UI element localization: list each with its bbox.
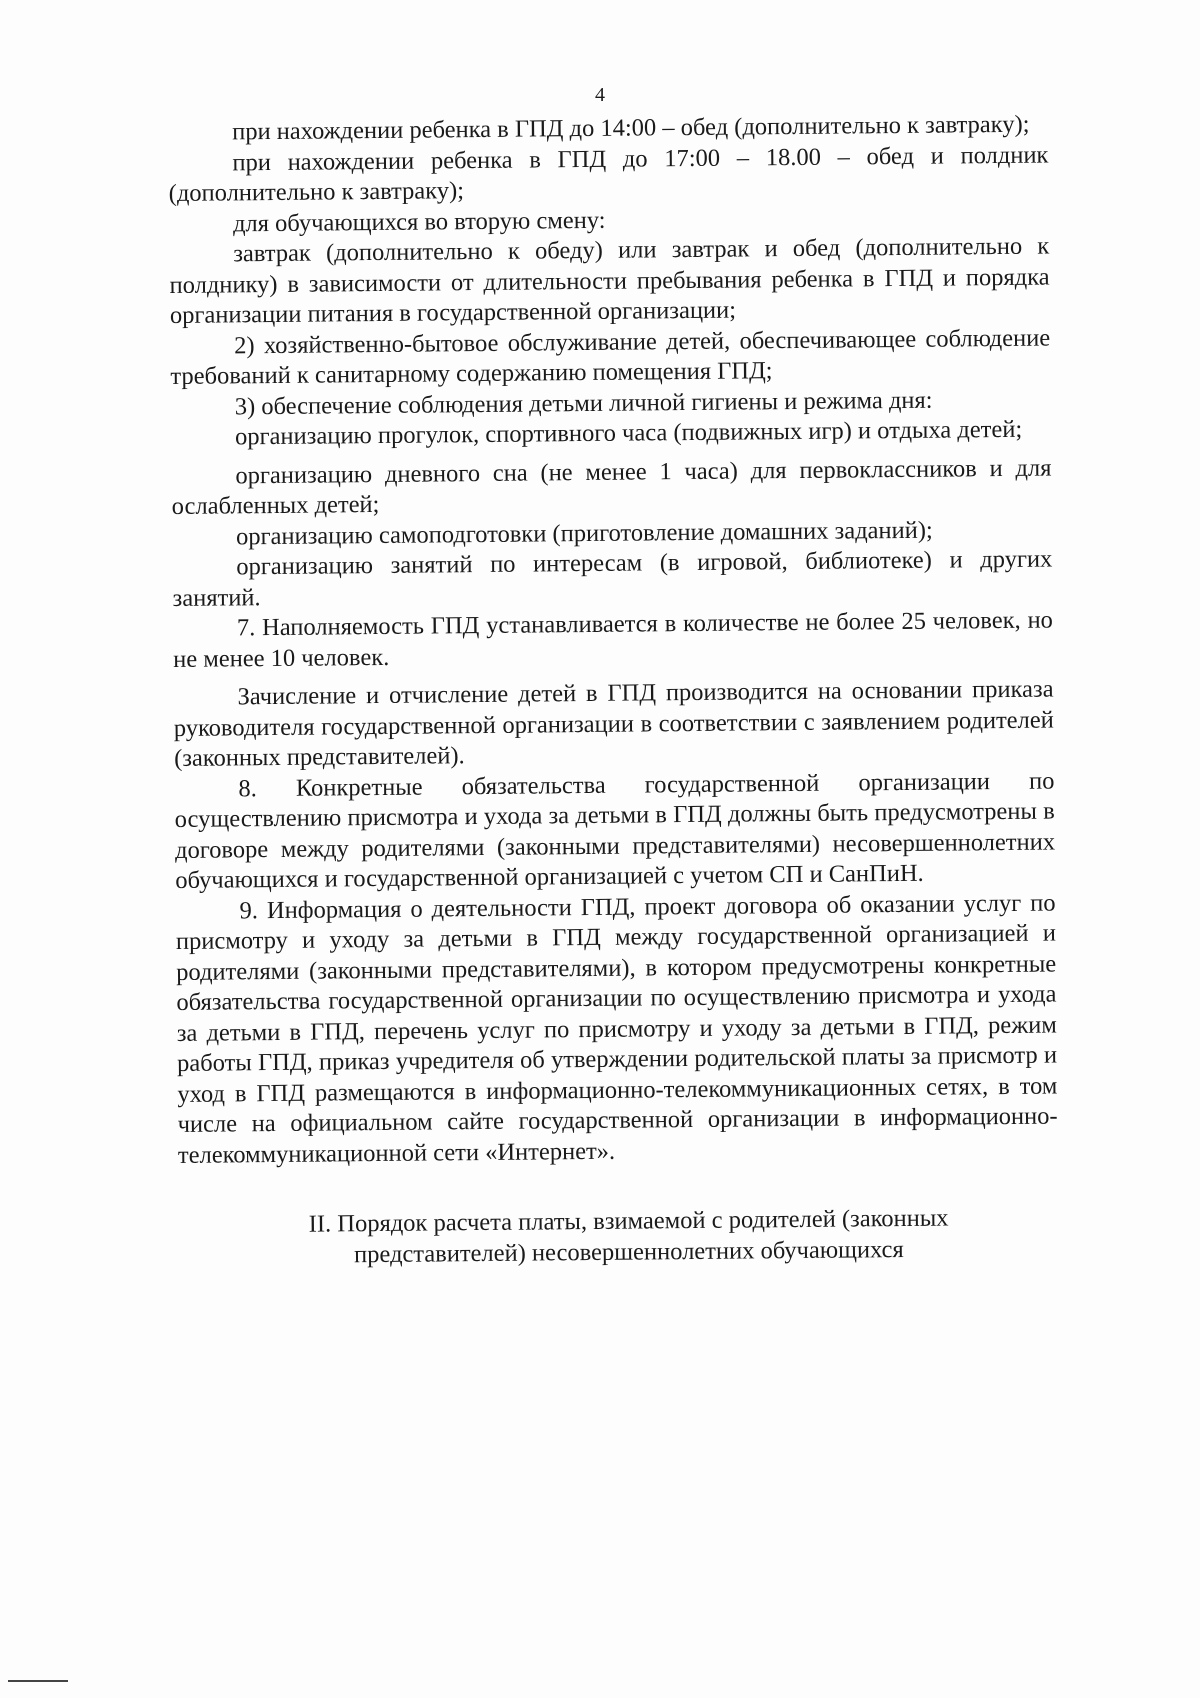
paragraph-item-8-obligations: 8. Конкретные обязательства государственной организации по осуществлению присмотра и ухода за детьми в ГПД должны быть предусмотрены в договоре между родителями (законными представителями) несовершеннолетних обучающихся и государственной организацией с учетом СП и СанПиН. (174, 767, 1056, 894)
paragraph-self-study: организацию самоподготовки (приготовление домашних заданий); (235, 516, 933, 550)
paragraph-lunch-snack-1700: при нахождении ребенка в ГПД до 17:00 – 18.00 – обед и полдник (дополнительно к завтраку); (168, 141, 1049, 207)
paragraph-lunch-1400: при нахождении ребенка в ГПД до 14:00 – обед (дополнительно к завтраку); (232, 110, 1030, 146)
document-body (168, 110, 1059, 1272)
paragraph-day-sleep: организацию дневного сна (не менее 1 часа) для первоклассников и для ослабленных детей; (171, 454, 1052, 520)
paragraph-enrollment: Зачисление и отчисление детей в ГПД производится на основании приказа руководителя государственной организации в соответствии с заявлением родителей (законных представителей). (173, 675, 1054, 772)
paragraph-item-9-information: 9. Информация о деятельности ГПД, проект договора об оказании услуг по присмотру и уходу за детьми в ГПД между государственной организацией и родителями (законными представителями), в котором предусмотрены конкретные обязательства государственной организации по осуществлению присмотра и ухода за детьми в ГПД, перечень услуг по присмотру и уходу за детьми в ГПД, режим работы ГПД, приказ учредителя об утверждении родительской платы за присмотр и уход в ГПД размещаются в информационно-телекоммуникационных сетях, в том числе на официальном сайте государственной организации в информационно-телекоммуникационной сети «Интернет». (175, 889, 1058, 1169)
paragraph-item-2-household: 2) хозяйственно-бытовое обслуживание детей, обеспечивающее соблюдение требований к санитарному содержанию помещения ГПД; (170, 324, 1051, 390)
page-number: 4 (595, 84, 605, 106)
paragraph-breakfast-second-shift: завтрак (дополнительно к обеду) или завтрак и обед (дополнительно к полднику) в зависимости от длительности пребывания ребенка в ГПД и порядка организации питания в государственной организации; (169, 232, 1050, 329)
paragraph-hobby-classes: организацию занятий по интересам (в игровой, библиотеке) и других занятий. (172, 545, 1053, 612)
section-title: II. Порядок расчета платы, взимаемой с родителей (законных представителей) несовершеннолетних обучающихся (308, 1204, 949, 1268)
paragraph-item-7-capacity: 7. Наполняемость ГПД устанавливается в количестве не более 25 человек, но не менее 10 человек. (173, 606, 1053, 673)
paragraph-second-shift: для обучающихся во вторую смену: (232, 206, 606, 237)
scan-edge-mark (8, 1680, 68, 1682)
paragraph-walks: организацию прогулок, спортивного часа (подвижных игр) и отдыха детей; (234, 415, 1023, 451)
paragraph-item-3-hygiene: 3) обеспечение соблюдения детьми личной гигиены и режима дня: (234, 386, 933, 420)
